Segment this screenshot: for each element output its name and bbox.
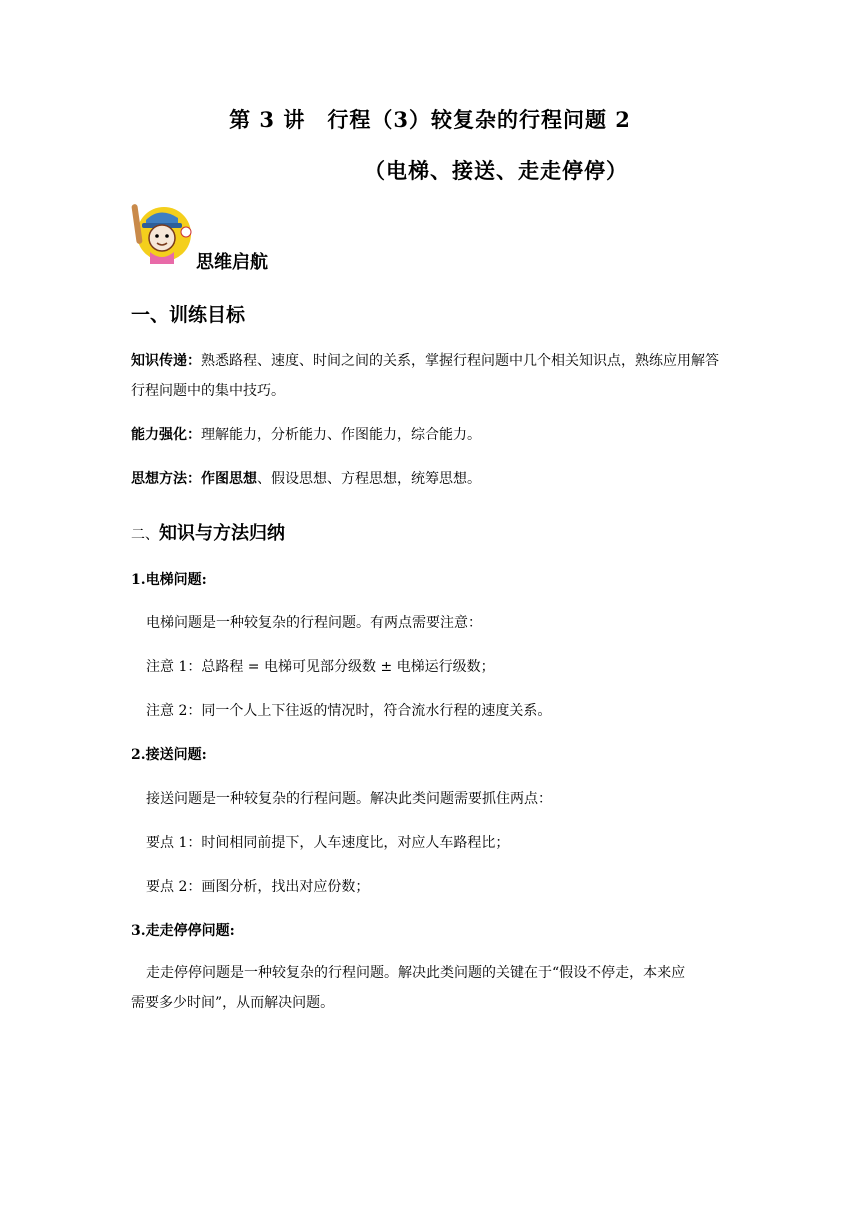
ability-label: 能力强化： — [131, 427, 201, 443]
transfer-point2: 要点 2：画图分析，找出对应份数； — [146, 879, 370, 895]
section1-heading: 一、训练目标 — [131, 304, 246, 326]
elevator-title: 1.电梯问题: — [131, 572, 207, 588]
stopgo-paragraph — [131, 958, 733, 1018]
method-text: 、假设思想、方程思想，统筹思想。 — [257, 471, 481, 487]
mascot-icon — [128, 202, 192, 266]
ability-paragraph — [131, 420, 731, 450]
elevator-intro: 电梯问题是一种较复杂的行程问题。有两点需要注意： — [146, 615, 482, 631]
method-bold-text: 作图思想 — [201, 471, 257, 487]
knowledge-paragraph — [131, 346, 731, 406]
method-label: 思想方法： — [131, 471, 201, 487]
transfer-point1: 要点 1：时间相同前提下，人车速度比，对应人车路程比； — [146, 835, 510, 851]
stopgo-title: 3.走走停停问题: — [131, 923, 235, 939]
knowledge-label: 知识传递： — [131, 353, 201, 369]
thinking-section-label: 思维启航 — [196, 252, 268, 273]
lesson-subtitle: （电梯、接送、走走停停） — [364, 158, 628, 183]
ability-text: 理解能力，分析能力、作图能力，综合能力。 — [201, 427, 481, 443]
section2-heading-main: 知识与方法归纳 — [159, 523, 285, 544]
stopgo-text-line1: 走走停停问题是一种较复杂的行程问题。解决此类问题的关键在于“假设不停走，本来应 — [146, 965, 686, 981]
method-paragraph — [131, 464, 731, 494]
knowledge-text: 熟悉路程、速度、时间之间的关系，掌握行程问题中几个相关知识点，熟练应用解答行程问题中的集中技巧。 — [131, 353, 719, 399]
elevator-note2: 注意 2：同一个人上下往返的情况时，符合流水行程的速度关系。 — [146, 703, 552, 719]
section2-heading — [131, 519, 285, 545]
transfer-intro: 接送问题是一种较复杂的行程问题。解决此类问题需要抓住两点： — [146, 791, 552, 807]
stopgo-text-line2: 需要多少时间”，从而解决问题。 — [131, 995, 335, 1011]
section2-heading-prefix: 二、 — [131, 527, 159, 543]
elevator-note1: 注意 1：总路程 = 电梯可见部分级数 ± 电梯运行级数； — [146, 659, 495, 675]
lesson-title: 第 3 讲 行程（3）较复杂的行程问题 2 — [229, 107, 631, 132]
transfer-title: 2.接送问题: — [131, 747, 207, 763]
